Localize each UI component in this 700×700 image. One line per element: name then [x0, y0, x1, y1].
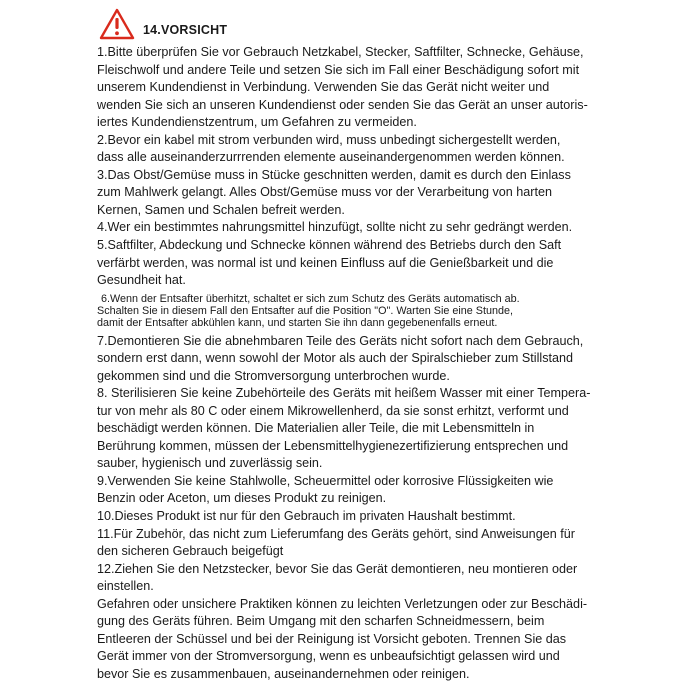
text-line: 1.Bitte überprüfen Sie vor Gebrauch Netzkabel, Stecker, Saftfilter, Schnecke, Gehäuse,	[97, 45, 584, 59]
text-line: 7.Demontieren Sie die abnehmbaren Teile des Geräts nicht sofort nach dem Gebrauch,	[97, 333, 584, 348]
text-line: 11.Für Zubehör, das nicht zum Lieferumfang des Geräts gehört, sind Anweisungen für	[97, 526, 575, 541]
text-line: gekommen sind und die Stromversorgung unterbrochen wurde.	[97, 368, 450, 383]
text-line: Gerät immer von der Stromversorgung, wenn es unbeaufsichtigt gelassen wird und	[97, 649, 560, 664]
text-line: Fleischwolf und andere Teile und setzen Sie sich im Fall einer Beschädigung sofort mit	[97, 62, 580, 77]
text-line: Kernen, Samen und Schalen befreit werden.	[97, 202, 345, 217]
text-line: sauber, hygienisch und zuverlässig sein.	[97, 456, 323, 471]
section-heading: 14.VORSICHT	[143, 23, 228, 37]
text-line: einstellen.	[97, 579, 154, 594]
text-line: 9.Verwenden Sie keine Stahlwolle, Scheuermittel oder korrosive Flüssigkeiten wie	[97, 473, 554, 488]
text-line-small: Schalten Sie in diesem Fall den Entsafter auf die Position "O". Warten Sie eine Stunde,	[97, 304, 513, 317]
text-line: den sicheren Gebrauch beigefügt	[97, 544, 284, 559]
text-line: Gefahren oder unsichere Praktiken können zu leichten Verletzungen oder zur Beschädi-	[97, 596, 588, 611]
text-line: Entleeren der Schüssel und bei der Reinigung ist Vorsicht geboten. Trennen Sie das	[97, 631, 567, 646]
text-line: iertes Kundendienstzentrum, um Gefahren zu vermeiden.	[97, 115, 417, 130]
text-line: unserem Kundendienst in Verbindung. Verwenden Sie das Gerät nicht weiter und	[97, 80, 550, 95]
text-line: wenden Sie sich an unseren Kundendienst oder senden Sie das Gerät an unser autoris-	[97, 97, 588, 112]
text-line: 2.Bevor ein kabel mit strom verbunden wird, muss unbedingt sichergestellt werden,	[97, 132, 561, 147]
text-line: 5.Saftfilter, Abdeckung und Schnecke können während des Betriebs durch den Saft	[97, 238, 562, 253]
warning-icon	[99, 8, 135, 40]
text-line: bevor Sie es zusammenbauen, auseinandernehmen oder reinigen.	[97, 666, 470, 681]
text-line: Gesundheit hat.	[97, 273, 186, 288]
text-line: verfärbt werden, was normal ist und keinen Einfluss auf die Genießbarkeit und die	[97, 255, 554, 270]
text-line: beschädigt werden können. Die Materialien aller Teile, die mit Lebensmitteln in	[97, 421, 535, 436]
text-line: tur von mehr als 80 C oder einem Mikrowellenherd, da sie sonst erhitzt, verformt und	[97, 403, 569, 418]
text-line: gung des Geräts führen. Beim Umgang mit den scharfen Schneidmessern, beim	[97, 614, 545, 629]
text-line: 4.Wer ein bestimmtes nahrungsmittel hinzufügt, sollte nicht zu sehr gedrängt werden.	[97, 220, 573, 235]
text-line: sondern erst dann, wenn sowohl der Motor als auch der Spiralschieber zum Stillstand	[97, 351, 574, 366]
text-line: 12.Ziehen Sie den Netzstecker, bevor Sie das Gerät demontieren, neu montieren oder	[97, 561, 578, 576]
caution-text-block	[97, 44, 617, 683]
text-line-small: 6.Wenn der Entsafter überhitzt, schaltet er sich zum Schutz des Geräts automatisch ab.	[101, 292, 520, 305]
text-line: 10.Dieses Produkt ist nur für den Gebrauch im privaten Haushalt bestimmt.	[97, 509, 516, 524]
text-line: 3.Das Obst/Gemüse muss in Stücke geschnitten werden, damit es durch den Einlass	[97, 167, 571, 182]
text-line: zum Mahlwerk gelangt. Alles Obst/Gemüse muss vor der Verarbeitung von harten	[97, 185, 552, 200]
text-line: Berührung kommen, müssen der Lebensmittelhygienezertifizierung entsprechen und	[97, 438, 569, 453]
section-header	[99, 6, 227, 40]
text-line: Benzin oder Aceton, um dieses Produkt zu reinigen.	[97, 491, 387, 506]
text-line-small: damit der Entsafter abkühlen kann, und starten Sie ihn dann gegebenenfalls erneut.	[97, 317, 498, 330]
text-line: dass alle auseinanderzurrrenden elemente auseinandergenommen werden können.	[97, 150, 565, 165]
text-line: 8. Sterilisieren Sie keine Zubehörteile des Geräts mit heißem Wasser mit einer Tempera-	[97, 386, 591, 401]
